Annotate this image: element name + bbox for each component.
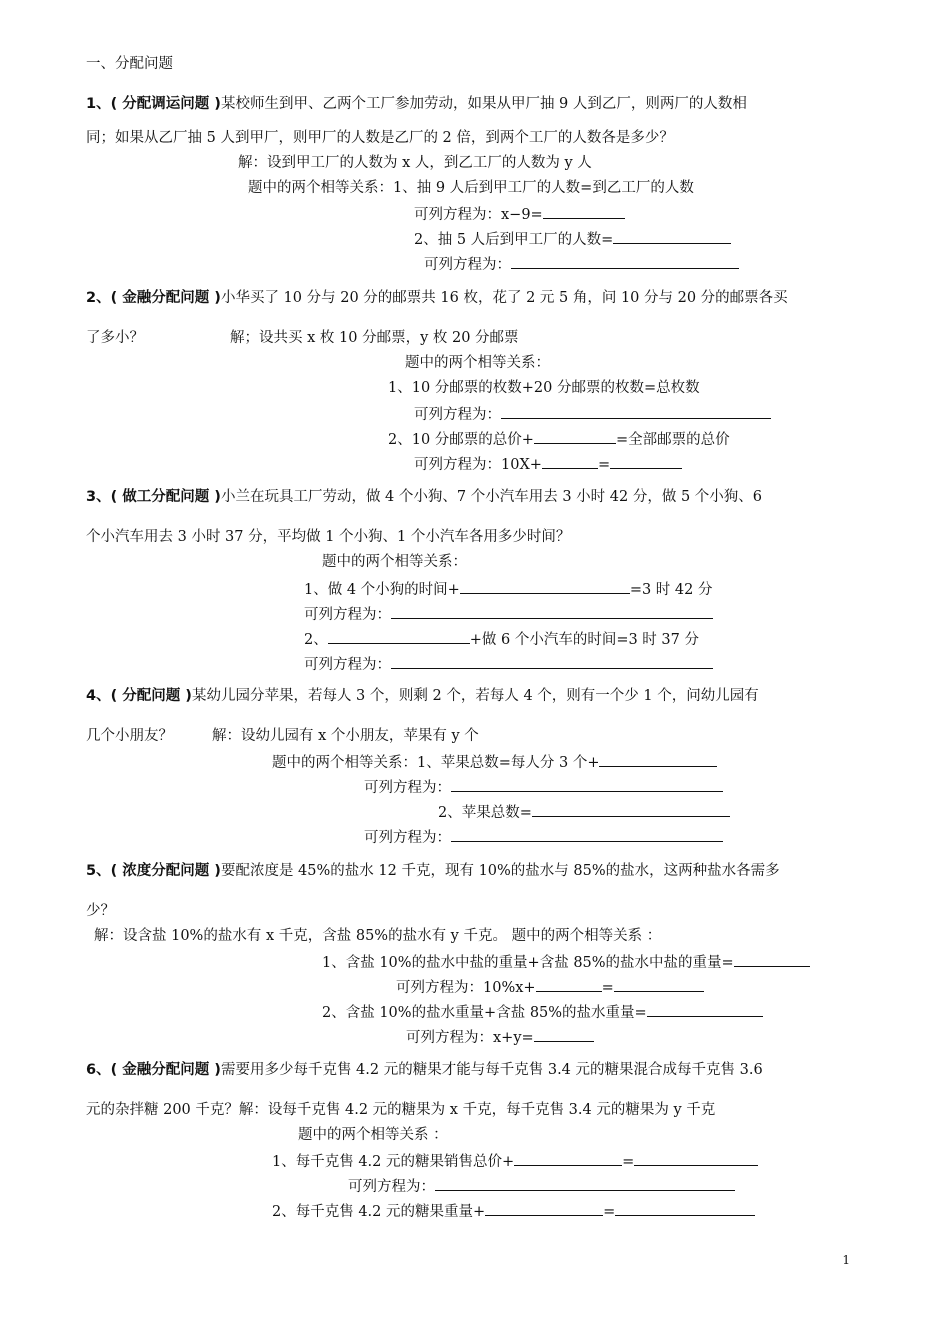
answer-blank[interactable] — [514, 1150, 622, 1166]
answer-blank[interactable] — [511, 253, 739, 269]
answer-blank[interactable] — [328, 628, 470, 644]
answer-blank[interactable] — [501, 403, 771, 419]
problem-4-relation-2 — [438, 801, 730, 823]
problem-3-question-line-2: 个小汽车用去 3 小时 37 分，平均做 1 个小狗、1 个小汽车各用多少时间？ — [86, 529, 571, 545]
answer-blank[interactable] — [485, 1200, 603, 1216]
problem-1-question-line-2: 同；如果从乙厂抽 5 人到甲厂，则甲厂的人数是乙厂的 2 倍，到两个工厂的人数各是多少？ — [86, 130, 674, 146]
problem-3-text: 小兰在玩具工厂劳动，做 4 个小狗、7 个小汽车用去 3 小时 42 分，做 5 个小狗、6 — [220, 489, 763, 505]
problem-5-question-line-2: 少？ — [86, 903, 115, 919]
answer-blank[interactable] — [613, 228, 731, 244]
problem-2-question-line-1 — [86, 288, 850, 308]
problem-3-relation-1 — [304, 578, 712, 600]
problem-1-relations: 题中的两个相等关系：1、抽 9 人后到甲工厂的人数=到乙工厂的人数 — [248, 180, 694, 196]
problem-3-equation-2-label: 可列方程为： — [304, 657, 391, 673]
problem-2-equation-2-label-b: = — [597, 457, 611, 473]
problem-1-solution: 解：设到甲工厂的人数为 x 人，到乙工厂的人数为 y 人 — [238, 155, 592, 171]
problem-6-text: 需要用多少每千克售 4.2 元的糖果才能与每千克售 3.4 元的糖果混合成每千克售 3.6 — [220, 1062, 763, 1078]
problem-6-relation-1-label-b: = — [622, 1154, 635, 1170]
answer-blank[interactable] — [534, 1026, 594, 1042]
problem-4-question-line-2: 几个小朋友？ — [86, 728, 173, 744]
problem-4-question-line-1 — [86, 686, 850, 706]
problem-6-tag: 6、( 金融分配问题 ) — [86, 1062, 221, 1078]
problem-4-relation-2-label: 2、苹果总数= — [438, 805, 532, 821]
problem-4-relation-1 — [272, 751, 717, 773]
answer-blank[interactable] — [435, 1175, 735, 1191]
answer-blank[interactable] — [460, 578, 630, 594]
problem-5-equation-1 — [396, 976, 704, 998]
answer-blank[interactable] — [634, 1150, 758, 1166]
problem-2-relation-1: 1、10 分邮票的枚数+20 分邮票的枚数=总枚数 — [388, 380, 700, 396]
problem-4-equation-1-label: 可列方程为： — [364, 780, 451, 796]
answer-blank[interactable] — [451, 776, 723, 792]
problem-6-relation-1 — [272, 1150, 758, 1172]
answer-blank[interactable] — [647, 1001, 763, 1017]
problem-6-relation-2-label-b: = — [603, 1204, 616, 1220]
problem-5-solution: 解：设含盐 10%的盐水有 x 千克，含盐 85%的盐水有 y 千克。 题中的两个相等关系 ： — [94, 928, 662, 944]
answer-blank[interactable] — [451, 826, 723, 842]
problem-3-relation-1-label-b: =3 时 42 分 — [629, 582, 713, 598]
problem-1-question-line-1 — [86, 94, 850, 114]
problem-2-relations: 题中的两个相等关系： — [405, 355, 550, 371]
problem-3-question-line-1 — [86, 487, 850, 507]
answer-blank[interactable] — [610, 453, 682, 469]
problem-2-equation-1-label: 可列方程为： — [414, 407, 501, 423]
answer-blank[interactable] — [391, 653, 713, 669]
problem-5-relation-2 — [322, 1001, 763, 1023]
problem-6-relation-2-label-a: 2、每千克售 4.2 元的糖果重量+ — [272, 1204, 486, 1220]
problem-1-equation-1 — [414, 203, 625, 225]
problem-5-question-line-1 — [86, 861, 850, 881]
problem-2-equation-1 — [414, 403, 771, 425]
problem-1-relation-2 — [414, 228, 731, 250]
problem-1-text: 某校师生到甲、乙两个工厂参加劳动，如果从甲厂抽 9 人到乙厂，则两厂的人数相 — [220, 96, 747, 112]
problem-2-tag: 2、( 金融分配问题 ) — [86, 290, 221, 306]
problem-4-tag: 4、( 分配问题 ) — [86, 688, 192, 704]
problem-6-equation-1 — [348, 1175, 735, 1197]
problem-5-equation-2-label: 可列方程为：x+y= — [406, 1030, 534, 1046]
problem-2-text: 小华买了 10 分与 20 分的邮票共 16 枚，花了 2 元 5 角，问 10 分与 20 分的邮票各买 — [220, 290, 788, 306]
problem-2-equation-2-label-a: 可列方程为：10X+ — [414, 457, 542, 473]
problem-4-equation-1 — [364, 776, 723, 798]
answer-blank[interactable] — [614, 976, 704, 992]
problem-2-equation-2 — [414, 453, 682, 475]
problem-3-relation-2 — [304, 628, 699, 650]
problem-1-tag: 1、( 分配调运问题 ) — [86, 96, 221, 112]
problem-4-text: 某幼儿园分苹果，若每人 3 个，则剩 2 个，若每人 4 个，则有一个少 1 个，问幼儿园有 — [191, 688, 759, 704]
problem-3-equation-2 — [304, 653, 713, 675]
problem-5-relation-1 — [322, 951, 810, 973]
problem-1-equation-2-label: 可列方程为： — [424, 257, 511, 273]
problem-5-equation-1-label-a: 可列方程为：10%x+ — [396, 980, 536, 996]
problem-2-solution: 解；设共买 x 枚 10 分邮票，y 枚 20 分邮票 — [230, 330, 519, 346]
answer-blank[interactable] — [391, 603, 713, 619]
problem-4-solution: 解：设幼儿园有 x 个小朋友，苹果有 y 个 — [212, 728, 479, 744]
section-title: 一、分配问题 — [86, 56, 173, 72]
problem-1-equation-1-label: 可列方程为：x−9= — [414, 207, 543, 223]
problem-6-relation-2 — [272, 1200, 755, 1222]
problem-1-relation-2-label: 2、抽 5 人后到甲工厂的人数= — [414, 232, 614, 248]
problem-6-relation-1-label-a: 1、每千克售 4.2 元的糖果销售总价+ — [272, 1154, 515, 1170]
answer-blank[interactable] — [734, 951, 810, 967]
problem-4-equation-2 — [364, 826, 723, 848]
answer-blank[interactable] — [599, 751, 717, 767]
answer-blank[interactable] — [536, 976, 602, 992]
problem-4-equation-2-label: 可列方程为： — [364, 830, 451, 846]
answer-blank[interactable] — [543, 203, 625, 219]
problem-6-relations: 题中的两个相等关系 ： — [298, 1127, 448, 1143]
problem-3-relation-2-label-b: +做 6 个小汽车的时间=3 时 37 分 — [469, 632, 699, 648]
answer-blank[interactable] — [615, 1200, 755, 1216]
problem-5-tag: 5、( 浓度分配问题 ) — [86, 863, 221, 879]
problem-2-relation-2-label-b: =全部邮票的总价 — [615, 432, 730, 448]
problem-4-relation-1-label: 题中的两个相等关系：1、苹果总数=每人分 3 个+ — [272, 755, 600, 771]
answer-blank[interactable] — [542, 453, 598, 469]
problem-1-equation-2 — [424, 253, 739, 275]
problem-5-equation-2 — [406, 1026, 594, 1048]
page-number: 1 — [842, 1253, 850, 1267]
problem-3-relation-1-label-a: 1、做 4 个小狗的时间+ — [304, 582, 460, 598]
problem-2-relation-2-label-a: 2、10 分邮票的总价+ — [388, 432, 534, 448]
problem-6-question-line-1 — [86, 1060, 850, 1080]
answer-blank[interactable] — [532, 801, 730, 817]
problem-2-question-line-2: 了多小？ — [86, 330, 144, 346]
problem-5-text: 要配浓度是 45%的盐水 12 千克，现有 10%的盐水与 85%的盐水，这两种盐水各需多 — [220, 863, 780, 879]
problem-5-equation-1-label-b: = — [601, 980, 614, 996]
problem-3-relation-2-label-a: 2、 — [304, 632, 328, 648]
answer-blank[interactable] — [534, 428, 616, 444]
problem-5-relation-1-label: 1、含盐 10%的盐水中盐的重量+含盐 85%的盐水中盐的重量= — [322, 955, 734, 971]
problem-6-equation-1-label: 可列方程为： — [348, 1179, 435, 1195]
problem-2-relation-2 — [388, 428, 730, 450]
problem-3-relations: 题中的两个相等关系： — [322, 554, 467, 570]
problem-5-relation-2-label: 2、含盐 10%的盐水重量+含盐 85%的盐水重量= — [322, 1005, 647, 1021]
problem-3-equation-1-label: 可列方程为： — [304, 607, 391, 623]
problem-6-question-line-2: 元的杂拌糖 200 千克？解：设每千克售 4.2 元的糖果为 x 千克，每千克售 3.4 元的糖果为 y 千克 — [86, 1102, 716, 1118]
problem-3-equation-1 — [304, 603, 713, 625]
problem-3-tag: 3、( 做工分配问题 ) — [86, 489, 221, 505]
